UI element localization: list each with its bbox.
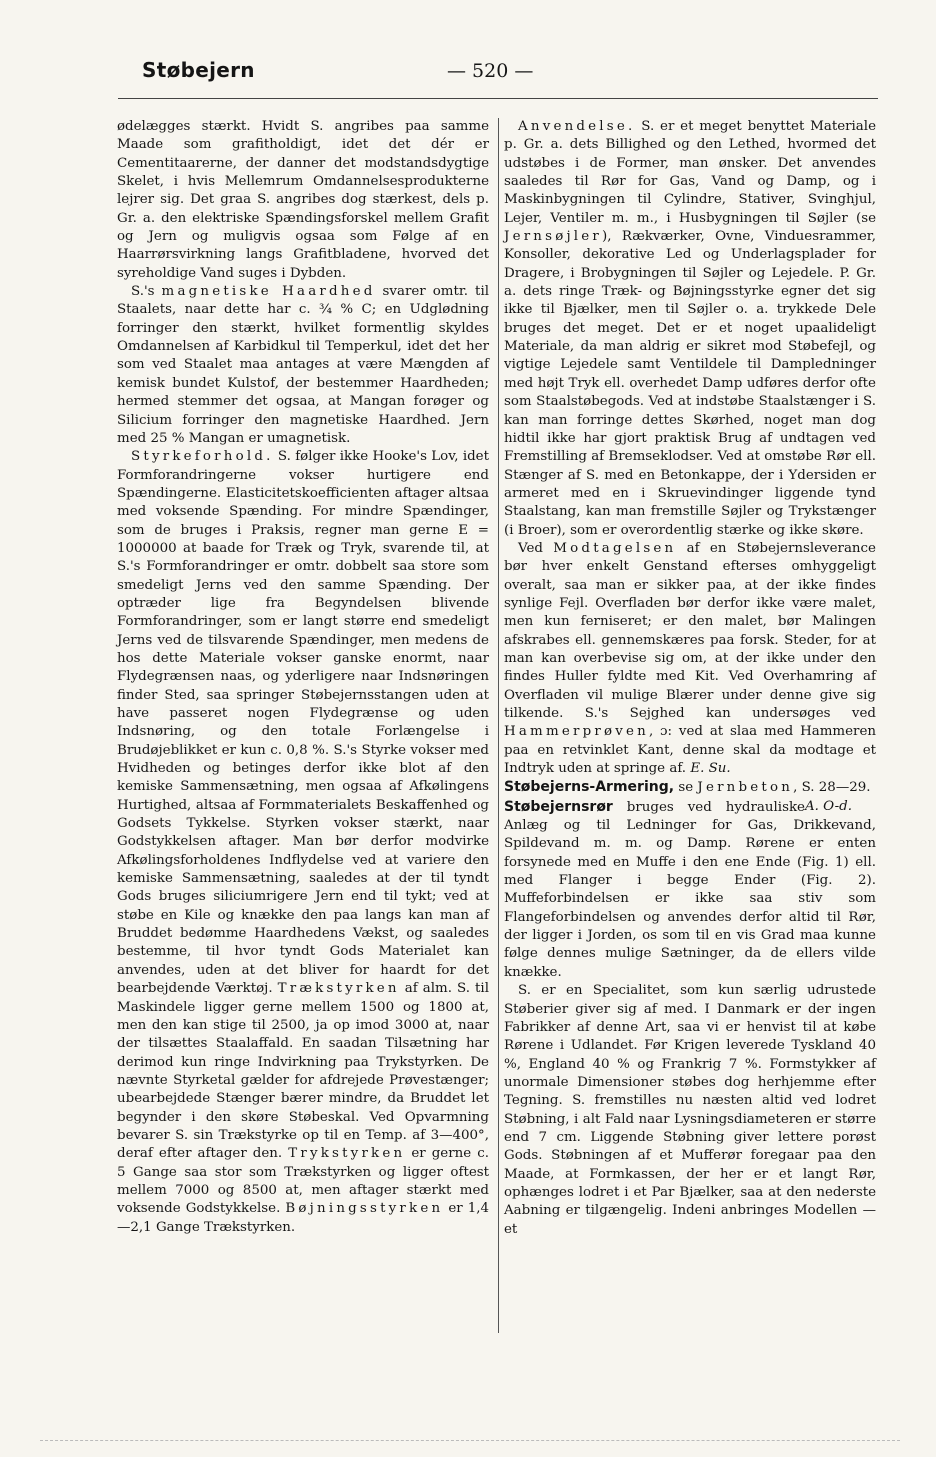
page-header xyxy=(142,58,876,90)
paragraph-usage: Anvendelse. S. er et meget benyttet Materiale p. Gr. a. dets Billighed og den Lethed, hvormed det udstøbes i de Former, man ønsker. Det anvendes saaledes til Rør for Gas, Vand og Damp, og i Maskinbygningen til Cylindre, Stativer, Svinghjul, Lejer, Ventiler m. m., i Husbygningen til Søjler (se Jernsøjler), Rækværker, Ovne, Vinduesrammer, Konsoller, dekorative Led og Underlagsplader for Dragere, i Brobygningen til Søjler og Lejedele. P. Gr. a. dets ringe Træk- og Bøjningsstyrke egner det sig ikke til Bjælker, men til Søjler o. a. trykkede Dele bruges det meget. Det er et noget upaalideligt Materiale, da man aldrig er sikret mod Støbefejl, og vigtige Lejedele samt Ventildele til Dampledninger med højt Tryk ell. overhedet Damp udføres derfor ofte som Staalstøbegods. Ved at indstøbe Staalstænger i S. kan man forringe dettes Skørhed, noget man dog hidtil ikke har gjort praktisk Brug af undtagen ved Fremstilling af Bremseklodser. Ved at omstøbe Rør ell. Stænger af S. med en Betonkappe, der i Ydersiden er armeret med en i Skruevindinger liggende tynd Staalstang, kan man fremstille Søjler og Trykstænger (i Broer), som er overordentlig stærke og ikke skøre. xyxy=(504,119,876,538)
paragraph-speciality: S. er en Specialitet, som kun særlig udrustede Støberier giver sig af med. I Danmark er der ingen Fabrikker af denne Art, saa vi er henvist til at købe Rørene i Udlandet. Før Krigen leverede Tyskland 40 %, England 40 % og Frankrig 7 %. Formstykker af unormale Dimensioner støbes dog herhjemme efter Tegning. S. fremstilles nu næsten altid ved lodret Støbning, i alt Fald naar Lysningsdiameteren er større end 7 cm. Liggende Støbning giver lettere porøst Gods. Støbningen af et Mufferør foregaar paa den Maade, at Formkassen, der her er et langt Rør, ophænges lodret i et Par Bjælker, saa at den nederste Aabning er tilgængelig. Indeni anbringes Modellen — et xyxy=(504,983,876,1237)
entry-armering: Støbejerns-Armering, se Jernbeton, S. 28—29. A. O-d. xyxy=(504,778,876,797)
term-usage: Anvendelse. xyxy=(518,119,636,134)
xref-jernsojler: Jernsøjler xyxy=(504,229,603,245)
page-number: — 520 — xyxy=(447,60,534,82)
term-strength: Styrkeforhold. xyxy=(131,449,274,465)
paragraph-corrosion: ødelægges stærkt. Hvidt S. angribes paa samme Maade som grafitholdigt, idet det dér er Cementitaarerne, der danner det modstandsdygtige Skelet, i hvis Mellemrum Omdannelsesprodukterne lejrer sig. Det graa S. angribes dog stærkest, dels p. Gr. a. den elektriske Spændingsforskel mellem Grafit og Jern og muligvis ogsaa som Følge af en Haarrørsvirkning langs Grafitbladene, hvorved det syreholdige Vand suges i Dybden. xyxy=(117,119,489,281)
paragraph-reception: Ved Modtagelsen af en Støbejernsleverance bør hver enkelt Genstand efterses omhyggeligt overalt, saa man er sikker paa, at der ikke findes synlige Fejl. Overfladen bør derfor ikke være malet, men kun ferniseret; er den malet, bør Malingen afskrabes ell. gennemskæres paa forsk. Steder, for at man kan overbevise sig om, at der ikke under den findes Huller fyldte med Kit. Ved Overhamring af Overfladen vil mulige Blærer under denne give sig tilkende. S.'s Sejghed kan undersøges ved Hammerprøven, ɔ: ved at slaa med Hammeren paa en retvinklet Kant, denne skal da modtage et Indtryk uden at springe af. E. Su. xyxy=(504,540,876,777)
term-magnetic-hardness: magnetiske Haardhed xyxy=(161,284,376,300)
headword-armering: Støbejerns-Armering, xyxy=(504,779,675,796)
paragraph-magnetic-hardness: S.'s magnetiske Haardhed svarer omtr. til Staalets, naar dette har c. ¾ % C; en Udglødning forringer den stærkt, hvilket formentlig skyldes Omdannelsen af Karbidkul til Temperkul, idet det her som ved Staalet maa antages at være Mængden af kemisk bundet Kulstof, der bestemmer Haardheden; hermed stemmer det ogsaa, at Mangan forøger og Silicium forringer den magnetiske Haardhed. Jern med 25 % Mangan er umagnetisk. xyxy=(117,284,490,446)
author-signature: A. O-d. xyxy=(804,798,852,814)
xref-jernbeton: Jernbeton xyxy=(697,780,794,796)
author-signature: E. Su. xyxy=(690,761,731,777)
column-divider xyxy=(498,118,499,1333)
right-column xyxy=(504,118,876,1239)
scan-edge xyxy=(40,1440,900,1441)
page-title: Støbejern xyxy=(142,58,255,82)
term-compressive-strength: Trykstyrken xyxy=(288,1146,406,1162)
term-hammer-test: Hammerprøven xyxy=(504,724,649,740)
term-bending-strength: Bøjningsstyrken xyxy=(285,1201,444,1217)
paragraph-strength: Styrkeforhold. S. følger ikke Hooke's Lov, idet Formforandringerne vokser hurtigere end Spændingerne. Elasticitetskoefficienten aftager altsaa med voksende Spænding. For mindre Spændinger, som de bruges i Praksis, regner man gerne E = 1000000 at baade for Træk og Tryk, svarende til, at S.'s Formforandringer er omtr. dobbelt saa store som smedeligt Jerns ved den samme Spænding. Der optræder lige fra Begyndelsen blivende Formforandringer, som er langt større end smedeligt Jerns ved de tilsvarende Spændinger, men medens de hos dette Materiale vokser ganske enormt, naar Flydegrænsen naas, og yderligere naar Indsnøringen finder Sted, saa springer Støbejernsstangen uden at have passeret nogen Flydegrænse og uden Indsnøring, og den totale Forlængelse i Brudøjeblikket er kun c. 0,8 %. S.'s Styrke vokser med Hvidheden og betinges derfor ikke blot af den kemiske Sammensætning, men ogsaa af Afkølingens Hurtighed, altsaa af Formmaterialets Beskaffenhed og Godsets Tykkelse. Styrken vokser stærkt, naar Godstykkelsen aftager. Man bør derfor modvirke Afkølingsforholdenes Indflydelse ved at variere den kemiske Sammensætning, saaledes at der til tyndt Gods bruges siliciumrigere Jern end til tykt; ved at støbe en Kile og knække den paa langs kan man af Bruddet bedømme Haardhedens Vækst, og saaledes bestemme, til hvor tyndt Gods Materialet kan anvendes, uden at det bliver for haardt for det bearbejdende Værktøj. Trækstyrken af alm. S. til Maskindele ligger gerne mellem 1500 og 1800 at, men den kan stige til 2500, ja op imod 3000 at, naar der tilsættes Staalaffald. En saadan Tilsætning har derimod kun ringe Indvirkning paa Trykstyrken. De nævnte Styrketal gælder for afdrejede Prøvestænger; ubearbejdede Stænger bærer mindre, da Bruddet let begynder i den skøre Støbeskal. Ved Opvarmning bevarer S. sin Trækstyrke op til en Temp. af 3—400°, deraf efter aftager den. Trykstyrken er gerne c. 5 Gange saa stor som Trækstyrken og ligger oftest mellem 7000 og 8500 at, men aftager stærkt med voksende Godstykkelse. Bøjningsstyrken er 1,4—2,1 Gange Trækstyrken. xyxy=(117,449,489,1235)
headword-jernsror: Støbejernsrør xyxy=(504,798,613,815)
term-reception: Modtagelsen xyxy=(553,540,677,556)
entry-jernsror: Støbejernsrør bruges ved hydrauliske Anlæg og til Ledninger for Gas, Drikkevand, Spildevand m. m. og Damp. Rørene er enten forsynede med en Muffe i den ene Ende (Fig. 1) ell. med Flanger i begge Ender (Fig. 2). Muffeforbindelsen er ikke saa stiv som Flangeforbindelsen og anvendes derfor altid til Rør, der ligger i Jorden, os som til en vis Grad maa kunne følge dennes mulige Sætninger, da de ellers vilde knække. xyxy=(504,798,876,980)
left-column xyxy=(117,118,489,1237)
header-rule xyxy=(118,98,878,99)
term-tensile-strength: Trækstyrken xyxy=(277,981,400,997)
